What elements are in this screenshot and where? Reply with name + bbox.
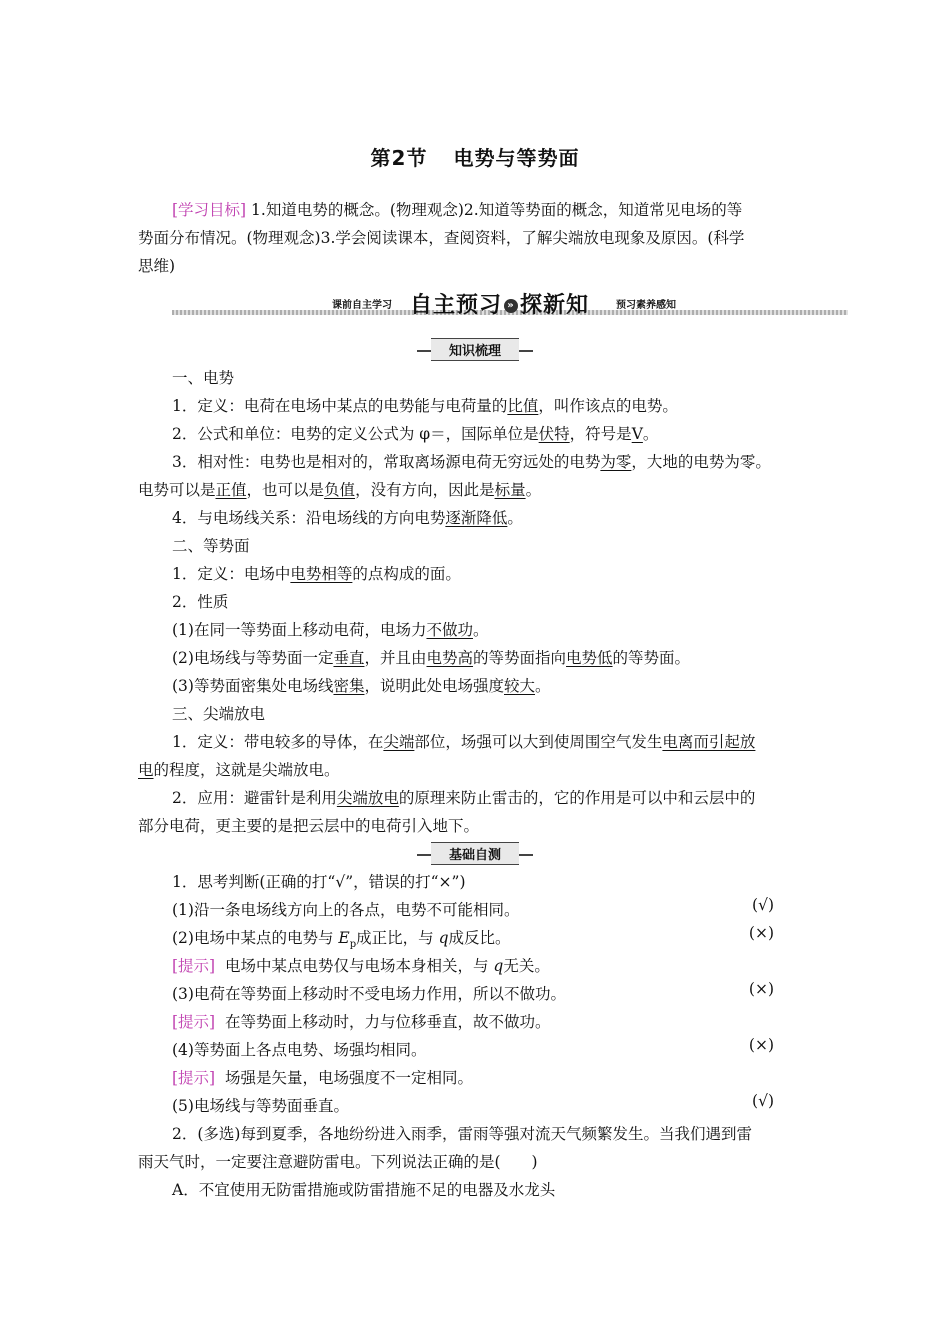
discharge-def-2 xyxy=(138,756,814,784)
discharge-def-1 xyxy=(138,728,848,756)
heading-selftest xyxy=(0,842,950,865)
t: 的等势面。 xyxy=(612,649,691,667)
t: (1)在同一等势面上移动电荷，电场力 xyxy=(172,621,427,639)
hint-tag: [提示] xyxy=(172,1069,216,1087)
blank-answer: 负值 xyxy=(324,481,356,499)
blank-answer: V xyxy=(631,425,643,443)
blank-answer: 电势高 xyxy=(426,649,474,667)
blank-answer: 尖端放电 xyxy=(336,789,399,807)
blank-answer: 正值 xyxy=(215,481,247,499)
t: 成正比，与 xyxy=(356,929,439,947)
potential-relativity-2 xyxy=(138,476,814,504)
blank-answer: 比值 xyxy=(507,397,539,415)
discharge-app-2: 部分电荷，更主要的是把云层中的电荷引入地下。 xyxy=(138,817,480,835)
section-number: 第2节 xyxy=(370,146,428,170)
var-E: E xyxy=(338,929,350,947)
potential-fieldline xyxy=(138,504,848,532)
t: 的程度，这就是尖端放电。 xyxy=(153,761,340,779)
blank-answer: 密集 xyxy=(333,677,365,695)
subsection-point-discharge: 三、尖端放电 xyxy=(172,705,266,723)
page-title xyxy=(0,142,950,171)
t: (3)等势面密集处电场线 xyxy=(172,677,334,695)
t: 。 xyxy=(507,509,523,527)
blank-answer: 标量 xyxy=(494,481,526,499)
section-banner xyxy=(172,288,848,322)
judge-mark-2: (×) xyxy=(748,924,774,942)
blank-answer: 为零 xyxy=(600,453,632,471)
goal-text-2: 势面分布情况。(物理观念)3.学会阅读课本，查阅资料，了解尖端放电现象及原因。(科学 xyxy=(138,229,745,247)
heading-knowledge-label: 知识梳理 xyxy=(431,338,519,361)
property-1 xyxy=(138,616,848,644)
t: 成反比。 xyxy=(448,929,511,947)
property-3 xyxy=(138,672,848,700)
subscript-p: p xyxy=(349,939,357,951)
t: 3．相对性：电势也是相对的，常取离场源电荷无穷远处的电势 xyxy=(172,453,601,471)
t: 。 xyxy=(535,677,551,695)
heading-knowledge xyxy=(0,338,950,361)
t: 场强是矢量，电场强度不一定相同。 xyxy=(224,1069,473,1087)
t: ，也可以是 xyxy=(246,481,325,499)
judge-item-1: (1)沿一条电场线方向上的各点，电势不可能相同。 xyxy=(172,901,520,919)
potential-formula xyxy=(138,420,848,448)
judge-item-3: (3)电荷在等势面上移动时不受电场力作用，所以不做功。 xyxy=(172,985,566,1003)
t: 的点构成的面。 xyxy=(352,565,461,583)
blank-answer: 逐渐降低 xyxy=(445,509,508,527)
var-q: q xyxy=(493,957,504,975)
equipotential-def xyxy=(138,560,848,588)
blank-answer: 不做功 xyxy=(426,621,473,639)
potential-def xyxy=(138,392,848,420)
section-name: 电势与等势面 xyxy=(453,146,580,170)
judge-mark-4: (×) xyxy=(748,1036,774,1054)
t: ，说明此处电场强度 xyxy=(364,677,504,695)
t: 。 xyxy=(472,621,489,639)
t: 电势可以是 xyxy=(138,481,216,499)
subsection-equipotential: 二、等势面 xyxy=(172,537,250,555)
banner-main-2: 探新知 xyxy=(520,293,590,318)
subsection-potential: 一、电势 xyxy=(172,369,235,387)
t: ，没有方向，因此是 xyxy=(355,481,495,499)
goal-tag: [学习目标] xyxy=(172,201,247,219)
t: 无关。 xyxy=(503,957,550,975)
var-q: q xyxy=(438,929,449,947)
banner-main xyxy=(410,288,589,319)
blank-answer: 垂直 xyxy=(333,649,365,667)
t: ，符号是 xyxy=(569,425,632,443)
double-chevron-icon: » xyxy=(504,299,518,313)
hint-2 xyxy=(138,952,848,980)
t: ，叫作该点的电势。 xyxy=(538,397,678,415)
t: (2)电场中某点的电势与 xyxy=(172,929,339,947)
t: ，大地的电势为零。 xyxy=(631,453,771,471)
goal-text-3: 思维) xyxy=(138,257,176,275)
blank-answer: 电势相等 xyxy=(290,565,353,583)
judge-mark-1: (√) xyxy=(752,896,774,914)
question-2-line-1: 2．(多选)每到夏季，各地纷纷进入雨季，雷雨等强对流天气频繁发生。当我们遇到雷 xyxy=(172,1125,752,1143)
blank-answer: 尖端 xyxy=(383,733,415,751)
blank-answer: 电势低 xyxy=(566,649,613,667)
t: 在等势面上移动时，力与位移垂直，故不做功。 xyxy=(224,1013,551,1031)
learning-goals xyxy=(138,196,814,280)
t: 。 xyxy=(525,481,542,499)
t: 的原理来防止雷击的，它的作用是可以中和云层中的 xyxy=(398,789,756,807)
banner-left-text: 课前自主学习 xyxy=(332,300,392,311)
property-2 xyxy=(138,644,848,672)
discharge-app-1 xyxy=(138,784,848,812)
judge-mark-5: (√) xyxy=(752,1092,774,1110)
heading-selftest-label: 基础自测 xyxy=(431,842,519,865)
blank-answer: 电 xyxy=(138,761,154,779)
t: 2．公式和单位：电势的定义公式为 φ＝，国际单位是 xyxy=(172,425,539,443)
blank-answer: 较大 xyxy=(504,677,536,695)
t: ，并且由 xyxy=(364,649,427,667)
hint-tag: [提示] xyxy=(172,957,216,975)
blank-answer: 伏特 xyxy=(538,425,570,443)
hint-tag: [提示] xyxy=(172,1013,216,1031)
t: 4．与电场线关系：沿电场线的方向电势 xyxy=(172,509,446,527)
question-2-line-2: 雨天气时，一定要注意避防雷电。下列说法正确的是( ) xyxy=(138,1153,538,1171)
option-a: A．不宜使用无防雷措施或防雷措施不足的电器及水龙头 xyxy=(172,1181,556,1199)
t: 2．应用：避雷针是利用 xyxy=(172,789,337,807)
hint-3 xyxy=(138,1008,848,1036)
goal-text-1: 1.知道电势的概念。(物理观念)2.知道等势面的概念，知道常见电场的等 xyxy=(246,201,743,219)
banner-main-1: 自主预习 xyxy=(410,293,503,318)
equipotential-properties: 2．性质 xyxy=(172,593,229,611)
question-1: 1．思考判断(正确的打“√”，错误的打“×”) xyxy=(172,873,466,891)
t: 电场中某点电势仅与电场本身相关，与 xyxy=(224,957,494,975)
t: (2)电场线与等势面一定 xyxy=(172,649,334,667)
t: 的等势面指向 xyxy=(473,649,567,667)
t: 。 xyxy=(642,425,659,443)
blank-answer: 电离而引起放 xyxy=(662,733,756,751)
t: 部位，场强可以大到使周围空气发生 xyxy=(414,733,663,751)
t: 1．定义：电荷在电场中某点的电势能与电荷量的 xyxy=(172,397,508,415)
judge-item-5: (5)电场线与等势面垂直。 xyxy=(172,1097,349,1115)
potential-relativity-1 xyxy=(138,448,848,476)
banner-right-text: 预习素养感知 xyxy=(616,300,676,311)
t: 1．定义：电场中 xyxy=(172,565,291,583)
hint-4 xyxy=(138,1064,848,1092)
t: 1．定义：带电较多的导体，在 xyxy=(172,733,384,751)
judge-item-4: (4)等势面上各点电势、场强均相同。 xyxy=(172,1041,427,1059)
judge-mark-3: (×) xyxy=(748,980,774,998)
